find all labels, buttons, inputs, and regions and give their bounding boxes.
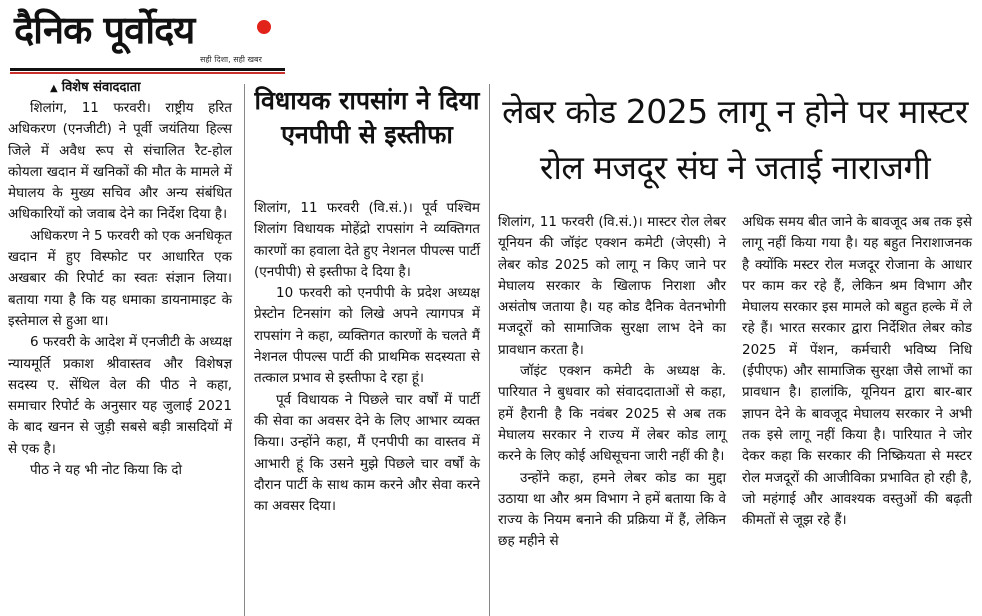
story2-paragraph: पूर्व विधायक ने पिछले चार वर्षों में पार्टी की सेवा का अवसर देने के लिए आभार व्यक्त किया। उन्होंने कहा, मैं एनपीपी का वास्तव में आभारी हूं कि उसने मुझे पिछले चार वर्षों के दौरान पार्टी के साथ काम करने और सेवा करने का अवसर दिया। xyxy=(254,391,480,515)
column-divider xyxy=(489,84,490,616)
story3-paragraph: शिलांग, 11 फरवरी (वि.सं.)। मास्टर रोल लेबर यूनियन की जॉइंट एक्शन कमेटी (जेएसी) ने लेबर कोड 2025 को लागू न किए जाने पर मेघालय सरकार के खिलाफ निराशा और असंतोष जताया है। यह कोड दैनिक वेतनभोगी मजदूरों को सामाजिक सुरक्षा लाभ देने का प्रावधान करता है। xyxy=(498,214,726,358)
masthead-tagline: सही दिशा, सही खबर xyxy=(200,55,262,64)
newspaper-logo: दैनिक पूर्वोदय xyxy=(14,7,195,52)
story2-headline: विधायक रापसांग ने दिया एनपीपी से इस्तीफा xyxy=(254,86,480,149)
story3-headline: लेबर कोड 2025 लागू न होने पर मास्टर रोल मजदूर संघ ने जताई नाराजगी xyxy=(502,92,968,187)
logo-red-dot-icon xyxy=(257,20,271,34)
story3-body-column-a xyxy=(498,212,726,553)
story1-paragraph: शिलांग, 11 फरवरी। राष्ट्रीय हरित अधिकरण (एनजीटी) ने पूर्वी जयंतिया हिल्स जिले में अवैध रूप से संचालित रैट-होल कोयला खदान में खनिकों की मौत के मामले में मेघालय के मुख्य सचिव और अन्य संबंधित अधिकारियों को जवाब देने का निर्देश दिया है। xyxy=(8,100,232,223)
story1-byline-text: विशेष संवाददाता xyxy=(61,80,141,95)
story2-body xyxy=(254,198,480,517)
story3-paragraph: उन्होंने कहा, हमने लेबर कोड का मुद्दा उठाया था और श्रम विभाग ने हमें बताया कि वे राज्य के नियम बनाने की प्रक्रिया में हैं, लेकिन छह महीने से xyxy=(498,469,726,550)
story1-paragraph: 6 फरवरी के आदेश में एनजीटी के अध्यक्ष न्यायमूर्ति प्रकाश श्रीवास्तव और विशेषज्ञ सदस्य ए. सेंथिल वेल की पीठ ने कहा, समाचार रिपोर्ट के अनुसार यह जुलाई 2021 के बाद खनन से जुड़ी सबसे बड़ी त्रासदियों में से एक है। xyxy=(8,334,232,457)
column-divider xyxy=(244,84,245,616)
story1-body xyxy=(8,98,232,481)
story1-paragraph: अधिकरण ने 5 फरवरी को एक अनधिकृत खदान में हुए विस्फोट पर आधारित एक अखबार की रिपोर्ट का स्वतः संज्ञान लिया। बताया गया है कि यह धमाका डायनामाइट के इस्तेमाल से हुआ था। xyxy=(8,227,232,329)
masthead-rule xyxy=(10,68,285,71)
masthead-red-rule xyxy=(10,72,285,74)
story1-byline xyxy=(50,77,141,95)
masthead xyxy=(10,4,285,74)
story2-paragraph: शिलांग, 11 फरवरी (वि.सं.)। पूर्व पश्चिम शिलांग विधायक मोहेंद्रो रापसांग ने व्यक्तिगत कारणों का हवाला देते हुए नेशनल पीपल्स पार्टी (एनपीपी) से इस्तीफा दे दिया है। xyxy=(254,200,480,280)
story3-paragraph: अधिक समय बीत जाने के बावजूद अब तक इसे लागू नहीं किया गया है। यह बहुत निराशाजनक है क्योंकि मस्टर रोल मजदूर रोजाना के आधार पर काम कर रहे हैं, लेकिन श्रम विभाग और मेघालय सरकार इस मामले को बहुत हल्के में ले रहे हैं। भारत सरकार द्वारा निर्देशित लेबर कोड 2025 में पेंशन, कर्मचारी भविष्य निधि (ईपीएफ) और सामाजिक सुरक्षा जैसे लाभों का प्रावधान है। हालांकि, यूनियन द्वारा बार-बार ज्ञापन देने के बावजूद मेघालय सरकार ने अभी तक इसे लागू नहीं किया है। पारियात ने जोर देकर कहा कि सरकार की निष्क्रियता से मस्टर रोल मजदूरों की आजीविका प्रभावित हो रही है, जो महंगाई और आवश्यक वस्तुओं की बढ़ती कीमतों से जूझ रहे हैं। xyxy=(742,214,972,529)
story2-paragraph: 10 फरवरी को एनपीपी के प्रदेश अध्यक्ष प्रेस्टोन टिनसांग को लिखे अपने त्यागपत्र में रापसांग ने कहा, व्यक्तिगत कारणों के चलते मैं नेशनल पीपल्स पार्टी की प्राथमिक सदस्यता से तत्काल प्रभाव से इस्तीफा दे रहा हूं। xyxy=(254,285,480,387)
triangle-icon: ▲ xyxy=(50,83,58,94)
story3-paragraph: जॉइंट एक्शन कमेटी के अध्यक्ष के. पारियात ने बुधवार को संवाददाताओं से कहा, हमें हैरानी है कि नवंबर 2025 से अब तक मेघालय सरकार ने राज्य में लेबर कोड लागू करने के लिए कोई अधिसूचना जारी नहीं की है। xyxy=(498,363,726,465)
story1-paragraph: पीठ ने यह भी नोट किया कि दो xyxy=(30,462,183,479)
story3-body-column-b xyxy=(742,212,972,531)
